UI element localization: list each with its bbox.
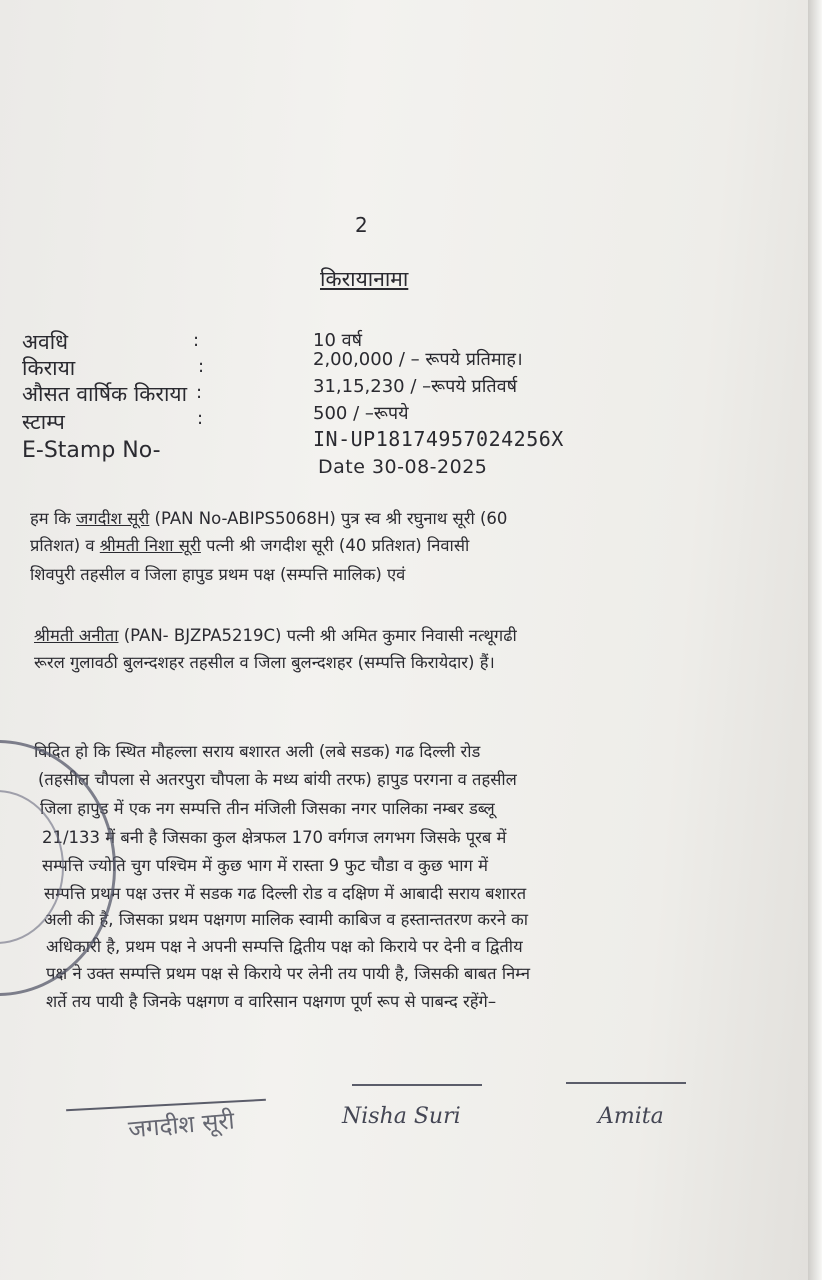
body-line: सम्पत्ति प्रथम पक्ष उत्तर में सडक गढ दिल्ली रोड व दक्षिण में आबादी सराय बशारत	[44, 884, 527, 903]
party2-line2: रूरल गुलावठी बुलन्दशहर तहसील व जिला बुलन्दशहर (सम्पत्ति किरायेदार) हैं।	[34, 653, 495, 672]
document-title: किरायानामा	[320, 267, 409, 291]
party1-name: जगदीश सूरी	[76, 509, 150, 528]
body-line: पक्ष ने उक्त सम्पत्ति प्रथम पक्ष से किराये पर लेनी तय पायी है, जिसकी बाबत निम्न	[46, 964, 530, 983]
party1-line1	[30, 505, 507, 532]
text: पत्नी श्री जगदीश सूरी (40 प्रतिशत) निवासी	[200, 536, 470, 555]
party2-name: श्रीमती अनीता	[34, 626, 119, 645]
term-value-duration: 10 वर्ष	[313, 330, 363, 351]
page-number: 2	[355, 213, 368, 237]
term-label-annual-rent: औसत वार्षिक किराया	[22, 382, 188, 406]
body-line: अधिकारी है, प्रथम पक्ष ने अपनी सम्पत्ति द्वितीय पक्ष को किराये पर देनी व द्वितीय	[46, 937, 523, 956]
text: (PAN- BJZPA5219C) पत्नी श्री अमित कुमार निवासी नत्थूगढी	[118, 626, 517, 645]
term-value-stamp: 500 / –रूपये	[313, 403, 409, 424]
text: (PAN No-ABIPS5068H) पुत्र स्व श्री रघुनाथ सूरी (60	[149, 509, 508, 528]
signature-line	[566, 1082, 686, 1084]
body-line: 21/133 में बनी है जिसका कुल क्षेत्रफल 170 वर्गगज लगभग जिसके पूरब में	[42, 828, 507, 847]
party2-line1	[34, 622, 517, 649]
party1-line2	[30, 532, 469, 559]
body-line: शर्ते तय पायी है जिनके पक्षगण व वारिसान पक्षगण पूर्ण रूप से पाबन्द रहेंगे–	[46, 992, 497, 1011]
party1-co-owner-name: श्रीमती निशा सूरी	[99, 536, 201, 555]
body-line: विदित हो कि स्थित मौहल्ला सराय बशारत अली (लबे सडक) गढ दिल्ली रोड	[34, 742, 481, 761]
estamp-number: IN-UP18174957024256X	[313, 427, 564, 451]
estamp-label: E-Stamp No-	[22, 438, 161, 463]
term-colon: :	[196, 382, 203, 403]
page-edge	[808, 0, 822, 1280]
signature-line	[352, 1084, 482, 1086]
term-value-rent: 2,00,000 / – रूपये प्रतिमाह।	[313, 349, 523, 370]
body-line: सम्पत्ति ज्योति चुग पश्चिम में कुछ भाग में रास्ता 9 फुट चौडा व कुछ भाग में	[42, 856, 488, 875]
signature-nisha: Nisha Suri	[342, 1104, 461, 1129]
signature-jagdish: जगदीश सूरी	[127, 1106, 236, 1144]
term-label-stamp: स्टाम्प	[22, 410, 65, 434]
term-value-annual-rent: 31,15,230 / –रूपये प्रतिवर्ष	[313, 376, 518, 397]
term-colon: :	[197, 408, 204, 429]
body-line: जिला हापुड में एक नग सम्पत्ति तीन मंजिली जिसका नगर पालिका नम्बर डब्लू	[40, 799, 495, 818]
estamp-date: Date 30-08-2025	[318, 456, 488, 478]
text: हम कि	[30, 509, 77, 528]
party1-line3: शिवपुरी तहसील व जिला हापुड प्रथम पक्ष (सम्पत्ति मालिक) एवं	[30, 565, 406, 584]
term-label-duration: अवधि	[22, 330, 69, 354]
body-line: (तहसील चौपला से अतरपुरा चौपला के मध्य बांयी तरफ) हापुड परगना व तहसील	[38, 770, 517, 789]
term-colon: :	[193, 330, 200, 351]
term-label-rent: किराया	[22, 356, 76, 380]
body-line: अली की है, जिसका प्रथम पक्षगण मालिक स्वामी काबिज व हस्तान्ततरण करने का	[44, 910, 529, 929]
signature-amita: Amita	[598, 1104, 664, 1129]
text: प्रतिशत) व	[30, 536, 100, 555]
term-colon: :	[198, 356, 205, 377]
